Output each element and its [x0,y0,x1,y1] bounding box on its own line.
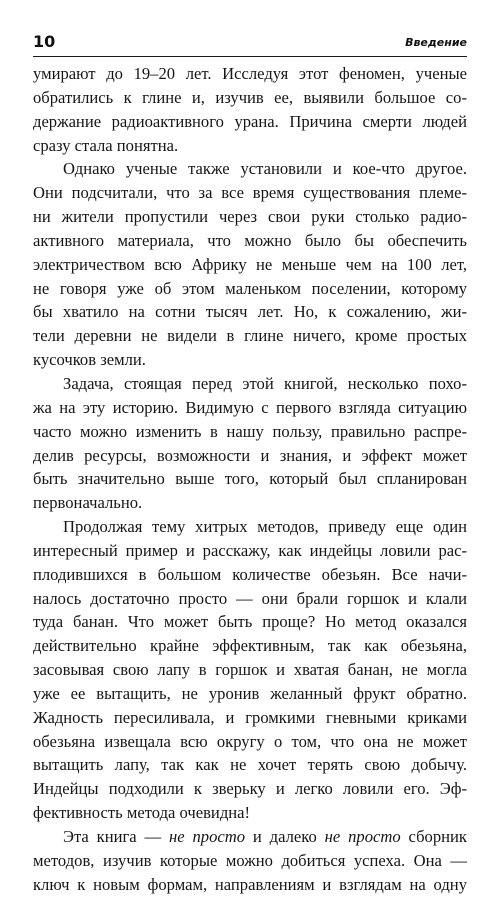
text-line: жа на эту историю. Видимую с первого взгляда ситуацию [33,397,467,417]
text-line: тели деревни не видели в глине ничего, кроме простых [33,326,467,346]
text-line: фективность метода очевидна! [33,803,251,823]
text-line-with-emphasis [33,825,467,849]
text-line: действительно крайне эффективным, так как обезьяна, [33,636,467,656]
text-line: активного материала, что можно было бы обеспечить [33,230,467,250]
text-line: электричеством всю Африку не меньше чем на 100 лет, [33,254,467,274]
text-line: делив ресурсы, возможности и знания, и эффект может [33,445,467,465]
text-run: и далеко [245,827,325,846]
text-run: сборник [400,827,467,846]
text-line: налось достаточно просто — они брали горшок и клали [33,588,467,608]
text-line: часто можно изменить в нашу пользу, правильно распре- [33,421,467,441]
text-line: засовывая свою лапу в горшок и хватая банан, не могла [33,660,467,680]
page-number: 10 [33,32,56,51]
text-line: ключ к новым формам, направлениям и взглядам на одну [33,874,467,894]
paragraph-5 [33,825,467,897]
page-header [33,28,467,57]
text-line: первоначально. [33,493,143,513]
running-head: Введение [405,36,467,49]
book-page [33,0,467,894]
text-line: Однако ученые также установили и кое-что другое. [63,159,467,179]
text-line: Задача, стоящая перед этой книгой, несколько похо- [63,373,467,393]
text-line: бы хватило на сотни тысяч лет. Но, к сожалению, жи- [33,302,467,322]
text-line: ни жители пропустили через свои руки столько радио- [33,207,467,227]
paragraph-4 [33,515,467,825]
text-run: Эта книга — [63,827,169,846]
text-line: плодившихся в большом количестве обезьян. Все начи- [33,564,467,584]
body-text [33,62,467,897]
text-line: вытащить лапу, так как не хочет терять свою добычу. [33,755,467,775]
text-line: Индейцы подходили к зверьку и легко ловили его. Эф- [33,779,467,799]
text-line: методов, изучив которые можно добиться успеха. Она — [33,850,467,870]
text-line: обратились к глине и, изучив ее, выявили большое со- [33,87,467,107]
text-line: Они подсчитали, что за все время существования племе- [33,183,467,203]
text-line: обезьяна извещала всю округу о том, что она не может [33,731,467,751]
paragraph-2 [33,157,467,372]
text-line: уже ее вытащить, не уронив желанный фрукт обратно. [33,683,467,703]
text-line: интересный пример и расскажу, как индейцы ловили рас- [33,540,467,560]
emphasis-text: не просто [324,827,401,846]
text-line: Продолжая тему хитрых методов, приведу еще один [63,517,467,537]
text-line: Жадность пересиливала, и громкими гневными криками [33,707,467,727]
text-line: не говоря уже об этом маленьком поселении, которому [33,278,467,298]
text-line: умирают до 19–20 лет. Исследуя этот феномен, ученые [33,64,467,83]
text-line: туда банан. Что может быть проще? Но метод оказался [33,612,467,632]
text-line: сразу стала понятна. [33,135,179,155]
text-line: кусочков земли. [33,350,146,370]
paragraph-1 [33,62,467,157]
emphasis-text: не просто [169,827,246,846]
paragraph-3 [33,372,467,515]
text-line: держание радиоактивного урана. Причина смерти людей [33,111,467,131]
text-line: быть значительно выше того, который был спланирован [33,469,467,489]
